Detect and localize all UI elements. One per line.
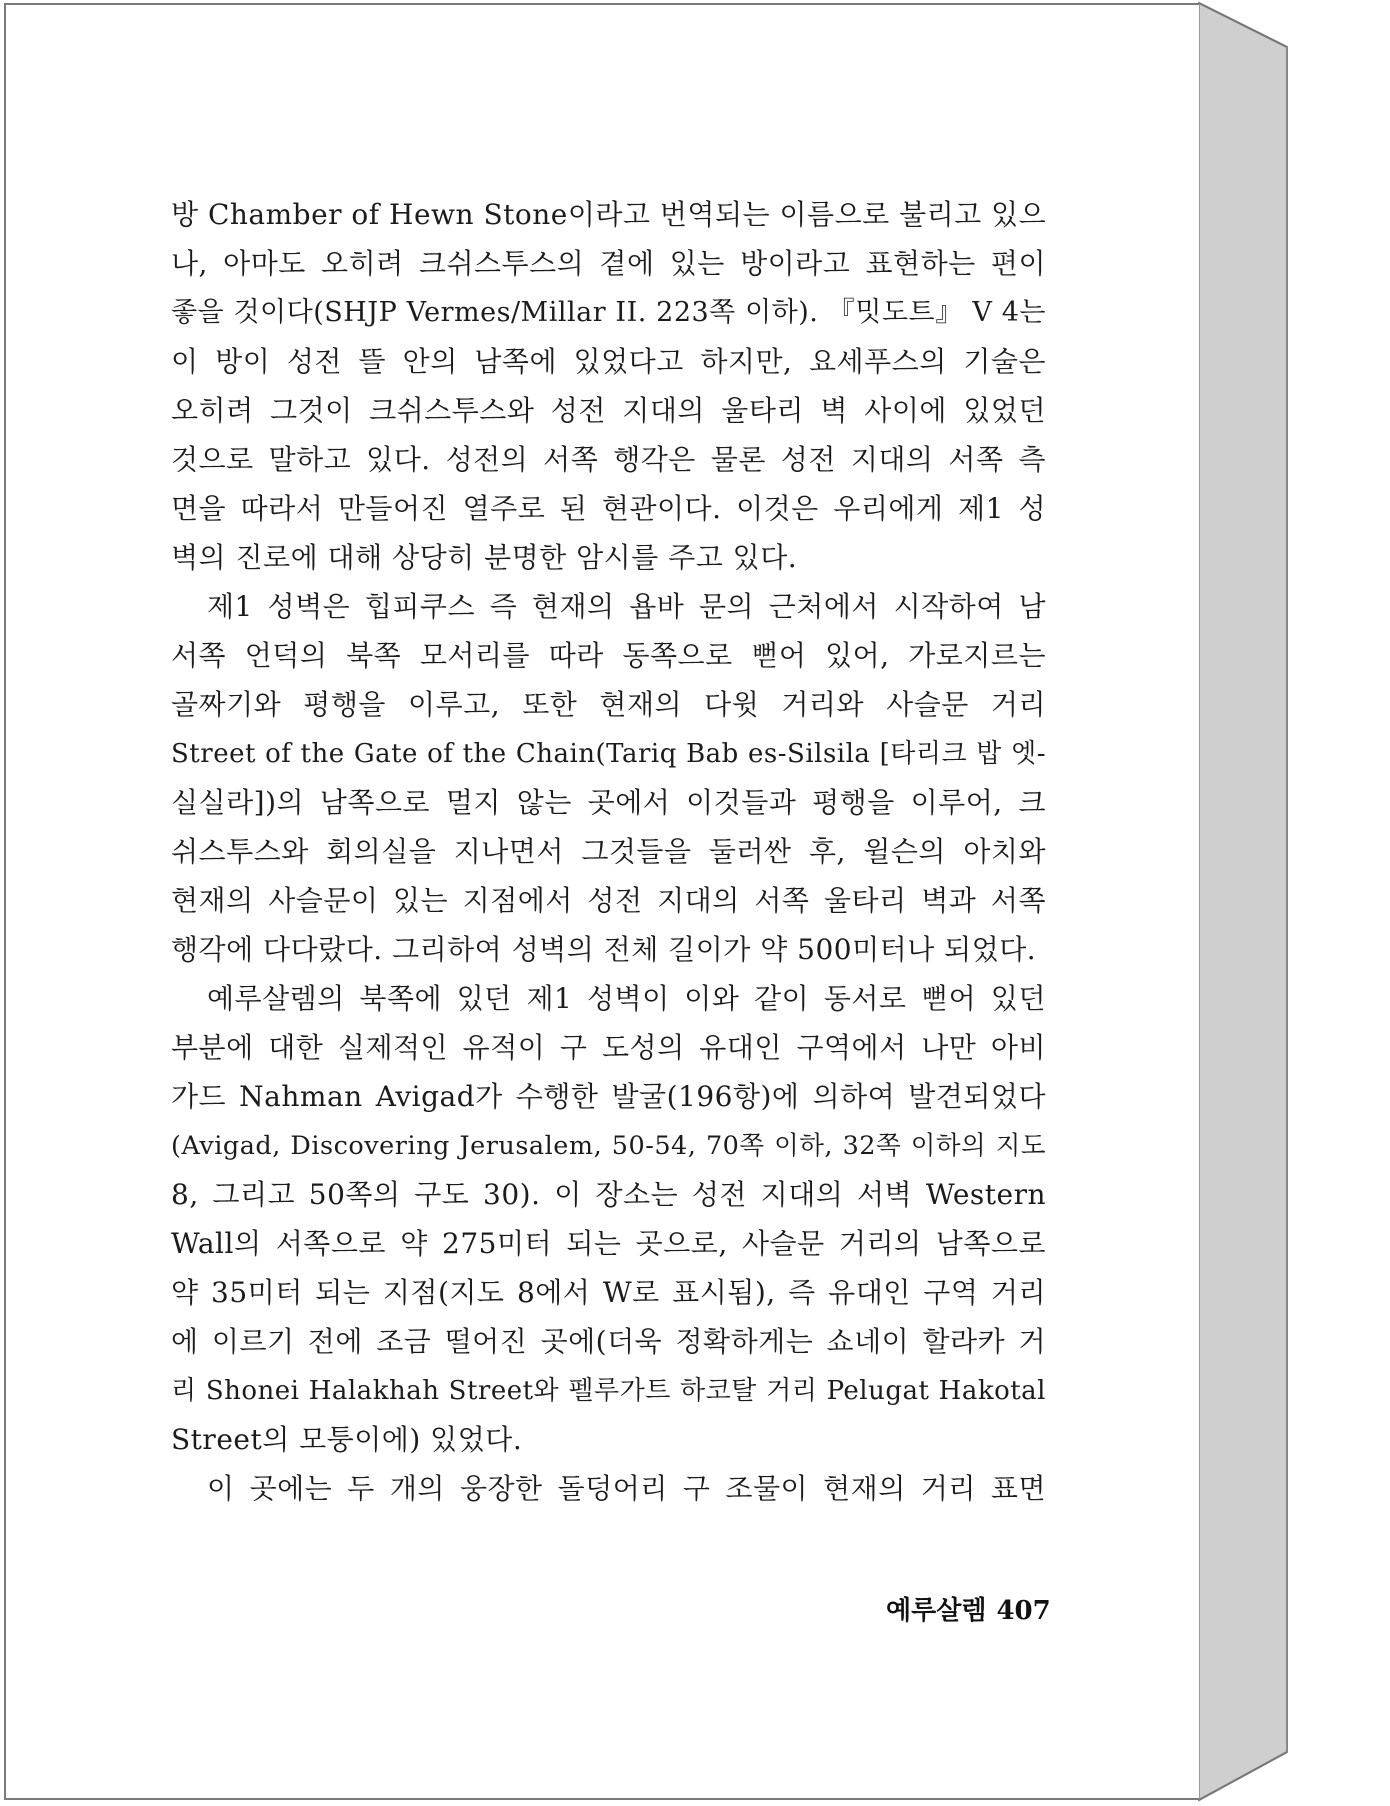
text-line: 약 35미터 되는 지점(지도 8에서 W로 표시됨), 즉 유대인 구역 거리 xyxy=(171,1276,1046,1309)
text-line: 제1 성벽은 힙피쿠스 즉 현재의 욥바 문의 근처에서 시작하여 남 xyxy=(207,590,1046,623)
text-line: 리 Shonei Halakhah Street와 펠루가트 하코탈 거리 Pelugat Hakotal xyxy=(171,1376,1046,1406)
text-line: Street of the Gate of the Chain(Tariq Bab es-Silsila [타리크 밥 엣- xyxy=(171,739,1046,769)
page-footer xyxy=(876,1591,1051,1631)
text-line: 골짜기와 평행을 이루고, 또한 현재의 다윗 거리와 사슬문 거리 xyxy=(171,688,1046,721)
text-line: 8, 그리고 50쪽의 구도 30). 이 장소는 성전 지대의 서벽 Western xyxy=(171,1178,1046,1211)
text-line: 이 방이 성전 뜰 안의 남쪽에 있었다고 하지만, 요세푸스의 기술은 xyxy=(171,345,1046,378)
text-line: 벽의 진로에 대해 상당히 분명한 암시를 주고 있다. xyxy=(171,541,798,574)
text-line: 방 Chamber of Hewn Stone이라고 번역되는 이름으로 불리고 있으 xyxy=(171,198,1047,231)
running-title: 예루살렘 xyxy=(886,1596,987,1626)
text-line: 면을 따라서 만들어진 열주로 된 현관이다. 이것은 우리에게 제1 성 xyxy=(171,492,1046,525)
text-line: Street의 모퉁이에) 있었다. xyxy=(171,1423,523,1456)
text-line: 나, 아마도 오히려 크쉬스투스의 곁에 있는 방이라고 표현하는 편이 xyxy=(171,247,1046,280)
text-line: 서쪽 언덕의 북쪽 모서리를 따라 동쪽으로 뻗어 있어, 가로지르는 xyxy=(171,639,1046,672)
text-line: 가드 Nahman Avigad가 수행한 발굴(196항)에 의하여 발견되었다 xyxy=(171,1080,1046,1113)
text-line: 부분에 대한 실제적인 유적이 구 도성의 유대인 구역에서 나만 아비 xyxy=(171,1031,1046,1064)
text-line: 에 이르기 전에 조금 떨어진 곳에(더욱 정확하게는 쇼네이 할라카 거 xyxy=(171,1325,1046,1358)
text-line: 것으로 말하고 있다. 성전의 서쪽 행각은 물론 성전 지대의 서쪽 측 xyxy=(171,443,1046,476)
text-line: 오히려 그것이 크쉬스투스와 성전 지대의 울타리 벽 사이에 있었던 xyxy=(171,394,1046,427)
text-line: (Avigad, Discovering Jerusalem, 50-54, 70쪽 이하, 32쪽 이하의 지도 xyxy=(171,1131,1046,1161)
text-line: 이 곳에는 두 개의 웅장한 돌덩어리 구 조물이 현재의 거리 표면 xyxy=(207,1472,1046,1505)
book-page xyxy=(4,3,1200,1800)
text-line: 행각에 다다랐다. 그리하여 성벽의 전체 길이가 약 500미터나 되었다. xyxy=(171,933,1037,966)
page-number: 407 xyxy=(996,1596,1051,1626)
text-line: 실실라])의 남쪽으로 멀지 않는 곳에서 이것들과 평행을 이루어, 크 xyxy=(171,786,1046,819)
text-line: Wall의 서쪽으로 약 275미터 되는 곳으로, 사슬문 거리의 남쪽으로 xyxy=(171,1227,1046,1260)
text-line: 좋을 것이다(SHJP Vermes/Millar II. 223쪽 이하). 『밋도트』 V 4는 xyxy=(171,297,1046,328)
text-line: 현재의 사슬문이 있는 지점에서 성전 지대의 서쪽 울타리 벽과 서쪽 xyxy=(171,884,1046,917)
text-line: 예루살렘의 북쪽에 있던 제1 성벽이 이와 같이 동서로 뻗어 있던 xyxy=(207,982,1046,1015)
text-line: 쉬스투스와 회의실을 지나면서 그것들을 둘러싼 후, 윌슨의 아치와 xyxy=(171,835,1046,868)
